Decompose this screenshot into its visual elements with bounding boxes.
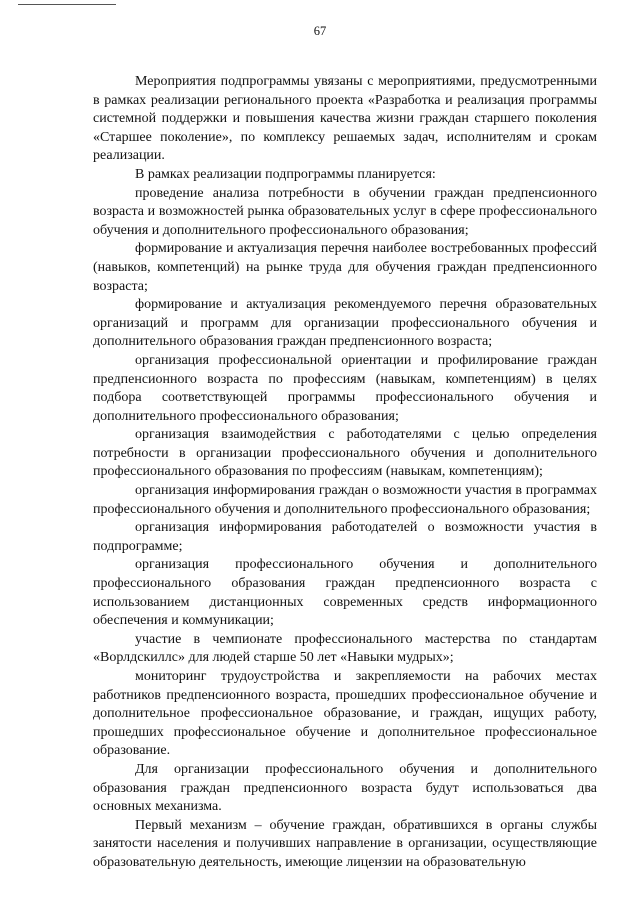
paragraph-item-citizens-informing: организация информирования граждан о возможности участия в программах профессионального обучения и дополнительного профессионального образования; xyxy=(93,483,597,517)
paragraph-item-professions-list: формирование и актуализация перечня наиболее востребованных профессий (навыков, компетенций) на рынке труда для обучения граждан предпенсионного возраста; xyxy=(93,241,597,294)
paragraph-item-orientation: организация профессиональной ориентации и профилирование граждан предпенсионного возраста по профессиям (навыкам, компетенциям) в целях подбора соответствующей программы профессионального обучения и дополнительного профессионального образования; xyxy=(93,352,597,424)
paragraph-item-employers-informing: организация информирования работодателей о возможности участия в подпрограмме; xyxy=(93,520,597,554)
paragraph-item-organizations-list: формирование и актуализация рекомендуемого перечня образовательных организаций и программ для организации профессионального обучения и дополнительного образования граждан предпенсионного возраста; xyxy=(93,297,597,350)
paragraph-intro: Мероприятия подпрограммы увязаны с мероприятиями, предусмотренными в рамках реализации регионального проекта «Разработка и реализация программы системной поддержки и повышения качества жизни граждан старшего поколения «Старшее поколение», по комплексу решаемых задач, исполнителям и срокам реализации. xyxy=(93,74,597,164)
paragraph-item-distance-learning: организация профессионального обучения и дополнительного профессионального образования граждан предпенсионного возраста с использованием дистанционных современных средств информационного обеспечения и коммуникации; xyxy=(93,557,597,629)
scan-edge-line xyxy=(18,4,116,5)
paragraph-item-monitoring: мониторинг трудоустройства и закрепляемости на рабочих местах работников предпенсионного возраста, прошедших профессиональное обучение и дополнительное профессиональное образование, и граждан, ищущих работу, прошедших профессиональное обучение и дополнительное профессиональное образование. xyxy=(93,669,597,759)
paragraph-mechanisms: Для организации профессионального обучения и дополнительного образования граждан предпенсионного возраста будут использоваться два основных механизма. xyxy=(93,761,597,815)
page-number: 67 xyxy=(313,24,327,38)
paragraph-item-employers-cooperation: организация взаимодействия с работодателями с целью определения потребности в организации профессионального обучения и дополнительного профессионального образования по профессиям (навыкам, компетенциям); xyxy=(93,427,597,480)
document-body xyxy=(93,73,597,873)
paragraph-item-analysis: проведение анализа потребности в обучении граждан предпенсионного возраста и возможностей рынка образовательных услуг в сфере профессионального обучения и дополнительного профессионального образования; xyxy=(93,185,597,238)
paragraph-plan-heading: В рамках реализации подпрограммы планируется: xyxy=(135,166,436,182)
paragraph-first-mechanism: Первый механизм – обучение граждан, обратившихся в органы службы занятости населения и получивших направление в организации, осуществляющие образовательную деятельность, имеющие лицензии на образовательную xyxy=(93,817,597,870)
paragraph-item-worldskills: участие в чемпионате профессионального мастерства по стандартам «Ворлдскиллс» для людей старше 50 лет «Навыки мудрых»; xyxy=(93,631,597,666)
